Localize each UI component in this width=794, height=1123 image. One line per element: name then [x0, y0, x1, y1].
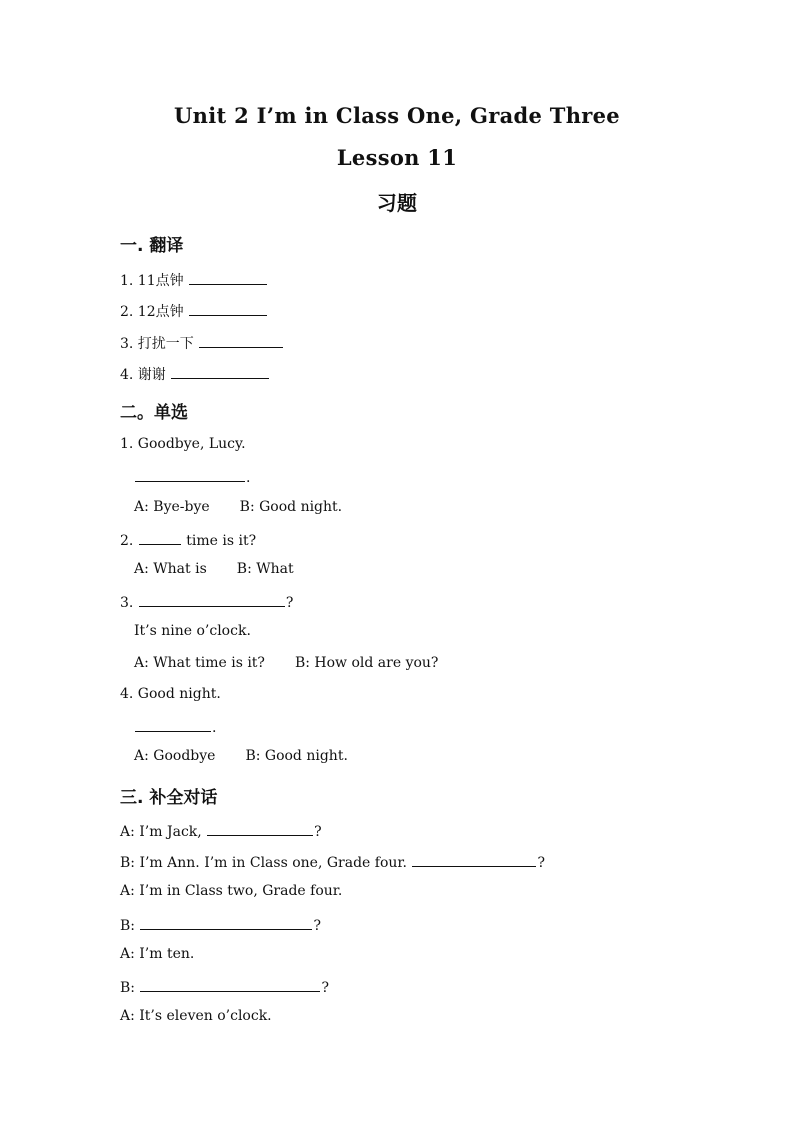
section-choice-title: 二。单选: [120, 403, 188, 423]
item-text: 3. 打扰一下: [120, 336, 194, 352]
question-text: time is it?: [186, 533, 257, 549]
answer-blank: [135, 467, 245, 482]
translate-item-1: [120, 270, 268, 290]
punctuation: ?: [313, 918, 321, 934]
answer-blank: [207, 821, 313, 836]
dialogue-line-4: [120, 915, 321, 934]
punctuation: ?: [314, 824, 322, 840]
question-number: 3.: [120, 595, 134, 611]
dialogue-text: B:: [120, 980, 136, 996]
q3-options: [134, 655, 438, 671]
option-a: A: Bye-bye: [134, 499, 210, 515]
dialogue-line-3: A: I’m in Class two, Grade four.: [120, 883, 343, 899]
dialogue-line-1: [120, 821, 322, 840]
q2-prompt: [120, 530, 256, 549]
q3-answer: It’s nine o’clock.: [134, 623, 251, 639]
answer-blank: [135, 717, 211, 732]
punctuation: ?: [321, 980, 329, 996]
dialogue-line-6: [120, 977, 329, 996]
option-b: B: What: [236, 561, 294, 577]
option-b: B: Good night.: [245, 748, 348, 764]
translate-item-4: [120, 364, 270, 384]
exercise-heading: 习题: [376, 191, 418, 215]
translate-item-2: [120, 301, 268, 321]
answer-blank: [139, 530, 181, 545]
option-a: A: What is: [134, 561, 207, 577]
q1-blank-line: [134, 467, 250, 486]
dialogue-line-2: [120, 852, 545, 871]
translate-item-3: [120, 333, 284, 353]
answer-blank: [189, 301, 267, 316]
option-a: A: What time is it?: [134, 655, 265, 671]
dialogue-text: B:: [120, 918, 136, 934]
q4-blank-line: [134, 717, 216, 736]
option-b: B: How old are you?: [294, 655, 439, 671]
section-dialogue-title: 三. 补全对话: [120, 788, 218, 808]
option-a: A: Goodbye: [134, 748, 216, 764]
dialogue-text: B: I’m Ann. I’m in Class one, Grade four.: [120, 855, 407, 871]
item-text: 4. 谢谢: [120, 367, 166, 383]
answer-blank: [140, 977, 320, 992]
answer-blank: [139, 592, 285, 607]
answer-blank: [412, 852, 536, 867]
q1-prompt: 1. Goodbye, Lucy.: [120, 436, 246, 452]
q4-prompt: 4. Good night.: [120, 686, 221, 702]
q4-options: [134, 748, 348, 764]
dialogue-line-5: A: I’m ten.: [120, 946, 195, 962]
punctuation: .: [246, 470, 251, 486]
dialogue-text: A: I’m Jack,: [120, 824, 202, 840]
answer-blank: [171, 364, 269, 379]
q2-options: [134, 561, 294, 577]
option-b: B: Good night.: [239, 499, 343, 515]
dialogue-line-7: A: It’s eleven o’clock.: [120, 1008, 272, 1024]
punctuation: .: [212, 720, 217, 736]
lesson-subtitle: Lesson 11: [336, 145, 458, 170]
q3-prompt: [120, 592, 293, 611]
answer-blank: [189, 270, 267, 285]
question-number: 2.: [120, 533, 134, 549]
item-text: 1. 11点钟: [120, 273, 184, 289]
q1-options: [134, 499, 342, 515]
punctuation: ?: [537, 855, 545, 871]
item-text: 2. 12点钟: [120, 304, 184, 320]
punctuation: ?: [285, 595, 294, 611]
document-title: Unit 2 I’m in Class One, Grade Three: [174, 103, 620, 128]
answer-blank: [140, 915, 312, 930]
answer-blank: [199, 333, 283, 348]
section-translate-title: 一. 翻译: [120, 236, 184, 256]
